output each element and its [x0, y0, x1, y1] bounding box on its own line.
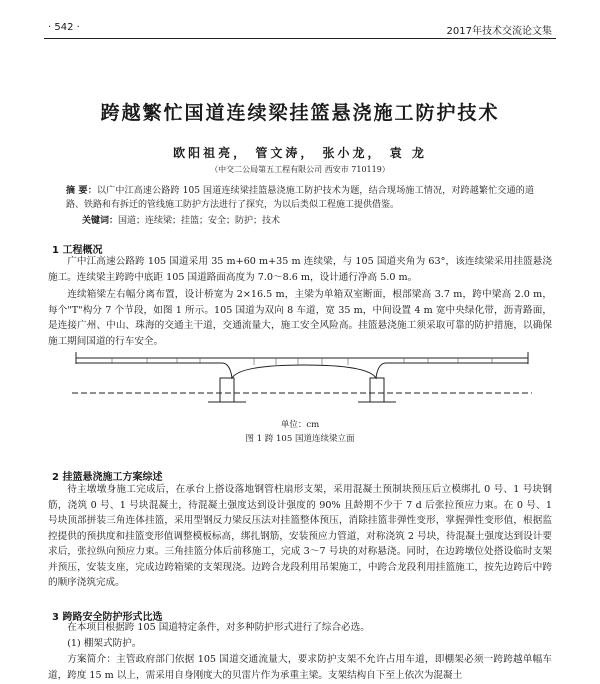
section-2-paragraph-1: 待主墩墩身施工完成后，在承台上搭设落地钢管柱扇形支架，采用混凝土预制块预压后立模绑扎 0 号、1 号块钢筋，浇筑 0 号、1 号块混凝土，待混凝土强度达到设计强度的 90% 且龄期不少于 7 d 后张拉预应力束。在 0 号、1 号块顶部拼装三角连体挂篮，采用型钢反力梁反压法对挂篮整体预压，消除挂篮非弹性变形，掌握弹性变形值，根据监控提供的预拱度和挂篮变形值调整模板标高，绑扎钢筋，安装预应力管道，对称浇筑 2 号块，待混凝土强度达到设计要求后，张拉纵向预应力束。三角挂篮分体后前移施工，完成 3～7 号块的对称悬浇。同时，在边跨墩位处搭设临时支架并预压，安装支座，完成边跨箱梁的支架现浇。边跨合龙段利用吊架施工，中跨合龙段利用挂篮施工，按先边跨后中跨的顺序浇筑完成。	[48, 484, 552, 588]
section-1-heading: 1 工程概况	[52, 245, 103, 256]
keywords	[82, 213, 534, 226]
section-2-heading: 2 挂篮悬浇施工方案综述	[52, 472, 163, 483]
section-1-paragraph-1: 广中江高速公路跨 105 国道采用 35 m+60 m+35 m 连续梁，与 105 国道夹角为 63°，该连续梁采用挂篮悬浇施工。连续梁主跨跨中底距 105 国道路面高度为 7.0～8.6 m，设计通行净高 5.0 m。	[48, 256, 552, 283]
author-list: 欧阳祖亮， 管文涛， 张小龙， 袁 龙	[173, 146, 427, 160]
figure-unit: 单位：cm	[280, 420, 320, 430]
abstract-label: 摘 要：	[66, 186, 97, 196]
section-3-heading: 3 跨路安全防护形式比选	[52, 612, 163, 623]
affiliation: （中交二公局第五工程有限公司 西安市 710119）	[210, 165, 390, 174]
girder-soffit	[76, 363, 528, 378]
keywords-text: 国道；连续梁；挂篮；安全；防护；技术	[118, 216, 281, 226]
right-pier	[370, 378, 384, 402]
figure-1-caption: 图 1 跨 105 国道连续梁立面	[245, 434, 355, 444]
page-number: · 542 ·	[48, 22, 80, 33]
paper-title: 跨越繁忙国道连续梁挂篮悬浇施工防护技术	[100, 102, 500, 124]
abstract-text: 以广中江高速公路跨 105 国道连续梁挂篮悬浇施工防护技术为题，结合现场施工情况，对跨越繁忙交通的道路、铁路和有拆迁的管线施工防护方法进行了探究，为以后类似工程施工提供借鉴。	[66, 186, 534, 210]
header-rule	[44, 38, 556, 39]
keywords-label: 关键词：	[82, 216, 119, 226]
left-pier	[220, 378, 234, 402]
section-3-paragraph-1: 在本项目根据跨 105 国道特定条件，对多种防护形式进行了综合必选。	[67, 622, 370, 633]
section-1-paragraph-2: 连续箱梁左右幅分离布置，设计桥宽为 2×16.5 m，主梁为单箱双室断面，根部梁高 3.7 m，跨中梁高 2.0 m，每个"T"构分 7 个节段，如图 1 所示。105 国道为双向 8 车道，宽 35 m，中间设置 4 m 宽中央绿化带，沥青路面，是连接广州、中山、珠海的交通主干道，交通流量大，施工安全风险高。挂篮悬浇施工须采取可靠的防护措施，以确保施工期间国道的行车安全。	[48, 289, 552, 347]
journal-name: 2017年技术交流论文集	[446, 26, 552, 37]
bridge-elevation-figure	[72, 348, 532, 410]
section-3-item-1: (1) 棚架式防护。	[67, 638, 142, 649]
section-3-paragraph-2: 方案简介：主管政府部门依据 105 国道交通流量大，要求防护支架不允许占用车道，即棚架必须一跨跨越单幅车道，跨度 15 m 以上，需采用自身刚度大的贝雷片作为承重主梁。支架结构自下至上依次为混凝土	[48, 654, 552, 681]
abstract	[66, 184, 534, 212]
